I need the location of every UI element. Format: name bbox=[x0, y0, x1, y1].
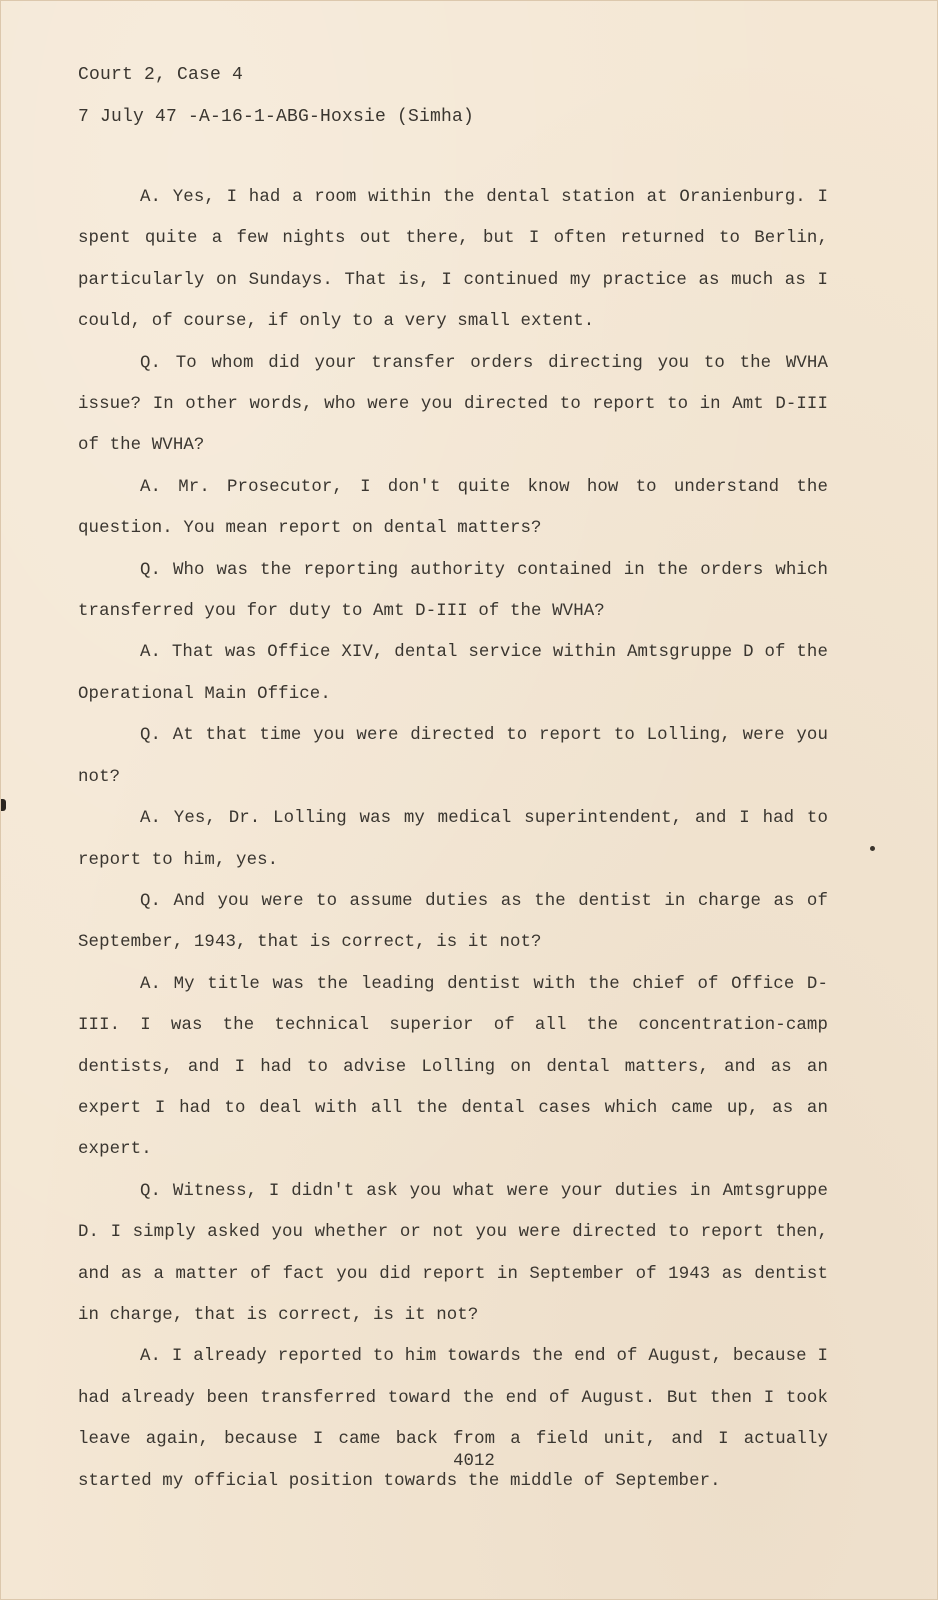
testimony-paragraph: Q. And you were to assume duties as the dentist in charge as of September, 1943, that is correct, is it not? bbox=[78, 891, 828, 953]
testimony-paragraph: Q. Witness, I didn't ask you what were your duties in Amtsgruppe D. I simply asked you whether or not you were directed to report then, and as a matter of fact you did report in September of 1943 as dentist in charge, that is correct, is it not? bbox=[78, 1181, 828, 1325]
testimony-paragraph: Q. To whom did your transfer orders directing you to the WVHA issue? In other words, who were you directed to report to in Amt D-III of the WVHA? bbox=[78, 353, 828, 456]
testimony-paragraph: A. My title was the leading dentist with the chief of Office D-III. I was the technical superior of all the concentration-camp dentists, and I had to advise Lolling on dental matters, and as an expert I had to deal with all the dental cases which came up, as an expert. bbox=[78, 974, 828, 1160]
testimony-paragraph: A. Mr. Prosecutor, I don't quite know how to understand the question. You mean report on dental matters? bbox=[78, 477, 828, 539]
court-case-label: Court 2, Case 4 bbox=[78, 65, 244, 85]
page-header bbox=[78, 59, 474, 133]
testimony-paragraph: A. Yes, I had a room within the dental station at Oranienburg. I spent quite a few nights out there, but I often returned to Berlin, particularly on Sundays. That is, I continued my practice as much as I could, of course, if only to a very small extent. bbox=[78, 188, 828, 332]
testimony-paragraph: A. I already reported to him towards the end of August, because I had already been transferred toward the end of August. But then I took leave again, because I came back from a field unit, and I actually started my official position towards the middle of September. bbox=[78, 1347, 828, 1491]
punch-mark bbox=[1, 799, 6, 811]
testimony-paragraph: Q. At that time you were directed to report to Lolling, were you not? bbox=[78, 726, 828, 787]
transcript-reference: 7 July 47 -A-16-1-ABG-Hoxsie (Simha) bbox=[78, 107, 475, 127]
ink-speck bbox=[870, 846, 875, 851]
testimony-body bbox=[78, 177, 828, 1502]
page-number: 4012 bbox=[453, 1452, 495, 1471]
testimony-paragraph: Q. Who was the reporting authority contained in the orders which transferred you for duty to Amt D-III of the WVHA? bbox=[78, 560, 828, 622]
testimony-paragraph: A. That was Office XIV, dental service within Amtsgruppe D of the Operational Main Office. bbox=[78, 643, 828, 704]
testimony-paragraph: A. Yes, Dr. Lolling was my medical superintendent, and I had to report to him, yes. bbox=[78, 809, 828, 870]
